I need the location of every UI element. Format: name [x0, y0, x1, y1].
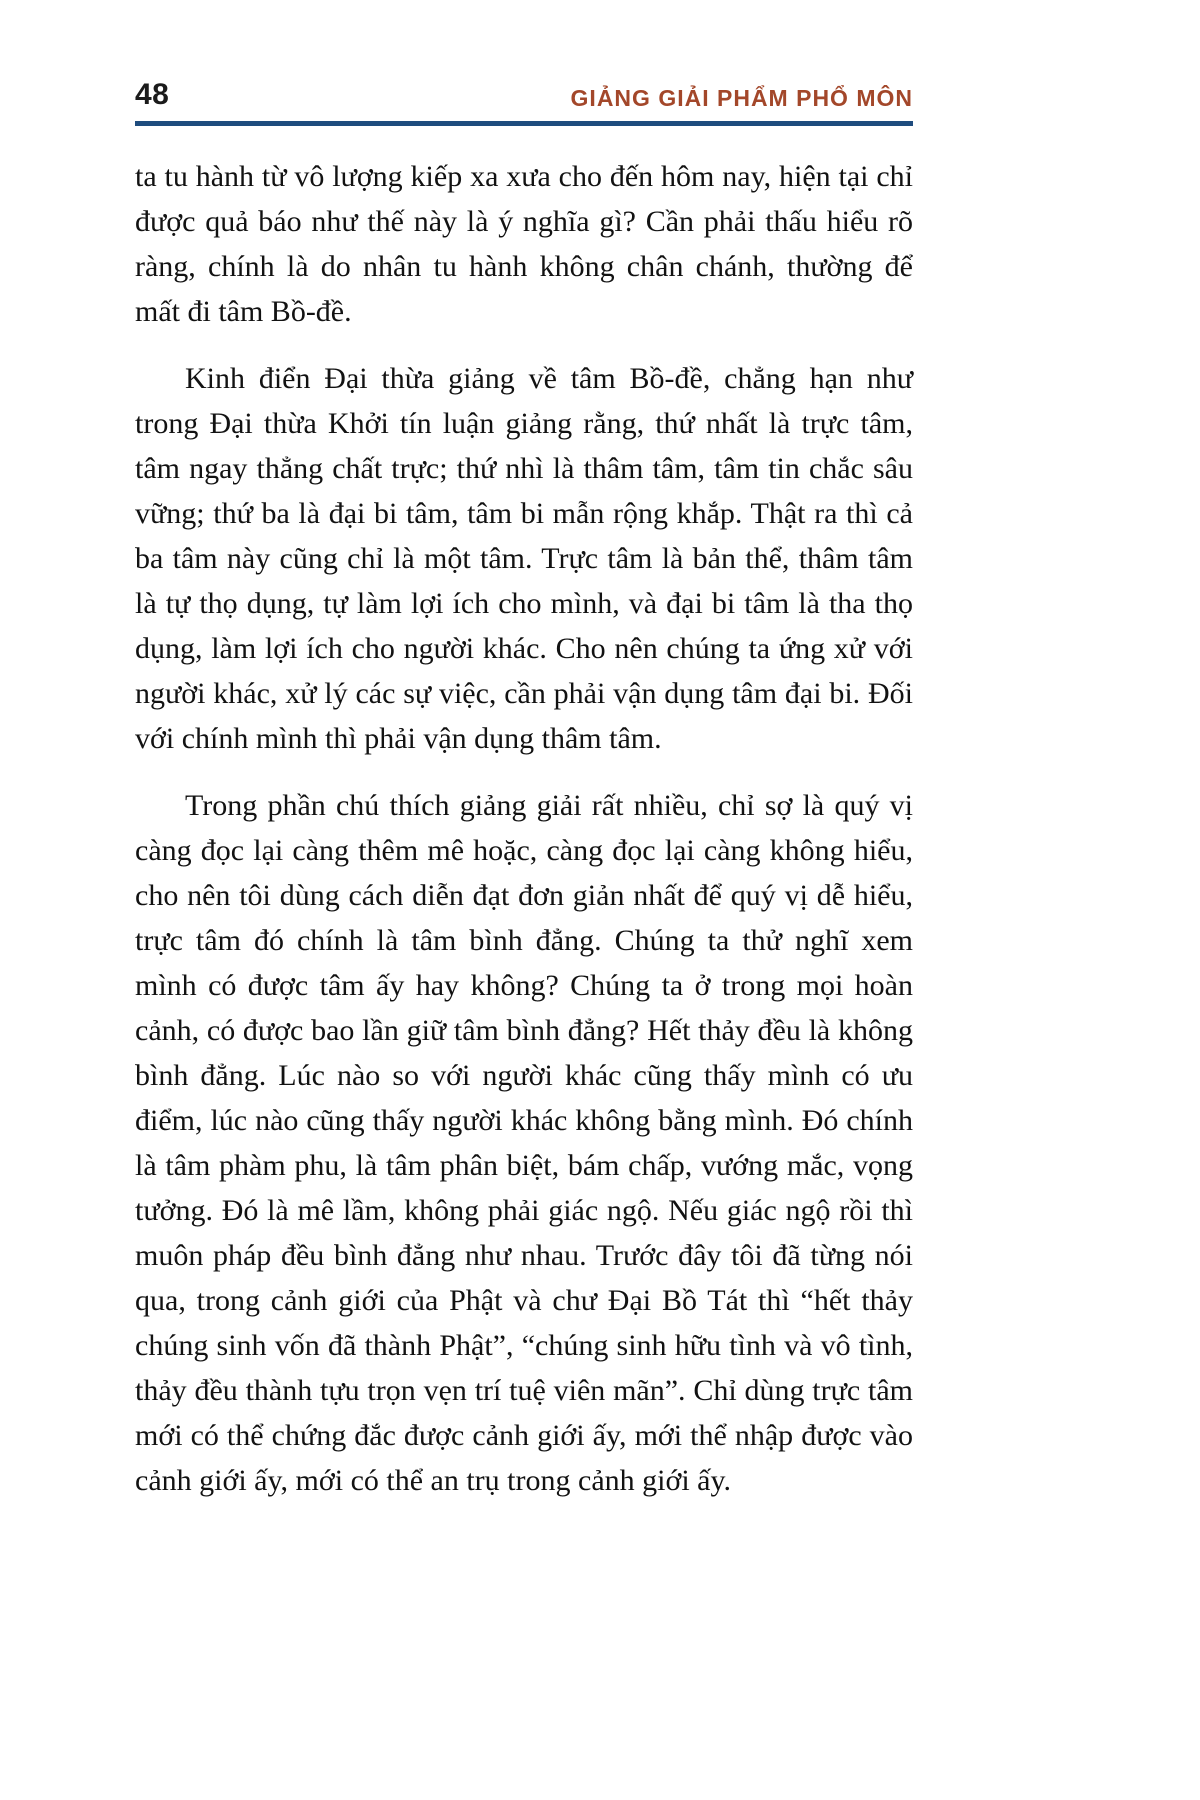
page-header [135, 78, 913, 112]
running-title: GIẢNG GIẢI PHẨM PHỔ MÔN [570, 85, 913, 111]
paragraph-3: Trong phần chú thích giảng giải rất nhiều, chỉ sợ là quý vị càng đọc lại càng thêm mê hoặc, càng đọc lại càng không hiểu, cho nên tôi dùng cách diễn đạt đơn giản nhất để quý vị dễ hiểu, trực tâm đó chính là tâm bình đẳng. Chúng ta thử nghĩ xem mình có được tâm ấy hay không? Chúng ta ở trong mọi hoàn cảnh, có được bao lần giữ tâm bình đẳng? Hết thảy đều là không bình đẳng. Lúc nào so với người khác cũng thấy mình có ưu điểm, lúc nào cũng thấy người khác không bằng mình. Đó chính là tâm phàm phu, là tâm phân biệt, bám chấp, vướng mắc, vọng tưởng. Đó là mê lầm, không phải giác ngộ. Nếu giác ngộ rồi thì muôn pháp đều bình đẳng như nhau. Trước đây tôi đã từng nói qua, trong cảnh giới của Phật và chư Đại Bồ Tát thì “hết thảy chúng sinh vốn đã thành Phật”, “chúng sinh hữu tình và vô tình, thảy đều thành tựu trọn vẹn trí tuệ viên mãn”. Chỉ dùng trực tâm mới có thể chứng đắc được cảnh giới ấy, mới thể nhập được vào cảnh giới ấy, mới có thể an trụ trong cảnh giới ấy. [135, 789, 913, 1497]
paragraph-2: Kinh điển Đại thừa giảng về tâm Bồ-đề, chẳng hạn như trong Đại thừa Khởi tín luận giảng rằng, thứ nhất là trực tâm, tâm ngay thẳng chất trực; thứ nhì là thâm tâm, tâm tin chắc sâu vững; thứ ba là đại bi tâm, tâm bi mẫn rộng khắp. Thật ra thì cả ba tâm này cũng chỉ là một tâm. Trực tâm là bản thể, thâm tâm là tự thọ dụng, tự làm lợi ích cho mình, và đại bi tâm là tha thọ dụng, làm lợi ích cho người khác. Cho nên chúng ta ứng xử với người khác, xử lý các sự việc, cần phải vận dụng tâm đại bi. Đối với chính mình thì phải vận dụng thâm tâm. [135, 362, 913, 755]
header-rule [135, 121, 913, 126]
body-text [135, 154, 913, 1503]
paragraph-1: ta tu hành từ vô lượng kiếp xa xưa cho đến hôm nay, hiện tại chỉ được quả báo như thế này là ý nghĩa gì? Cần phải thấu hiểu rõ ràng, chính là do nhân tu hành không chân chánh, thường để mất đi tâm Bồ-đề. [135, 160, 913, 328]
page-number: 48 [135, 78, 170, 111]
text-column [135, 78, 913, 1525]
